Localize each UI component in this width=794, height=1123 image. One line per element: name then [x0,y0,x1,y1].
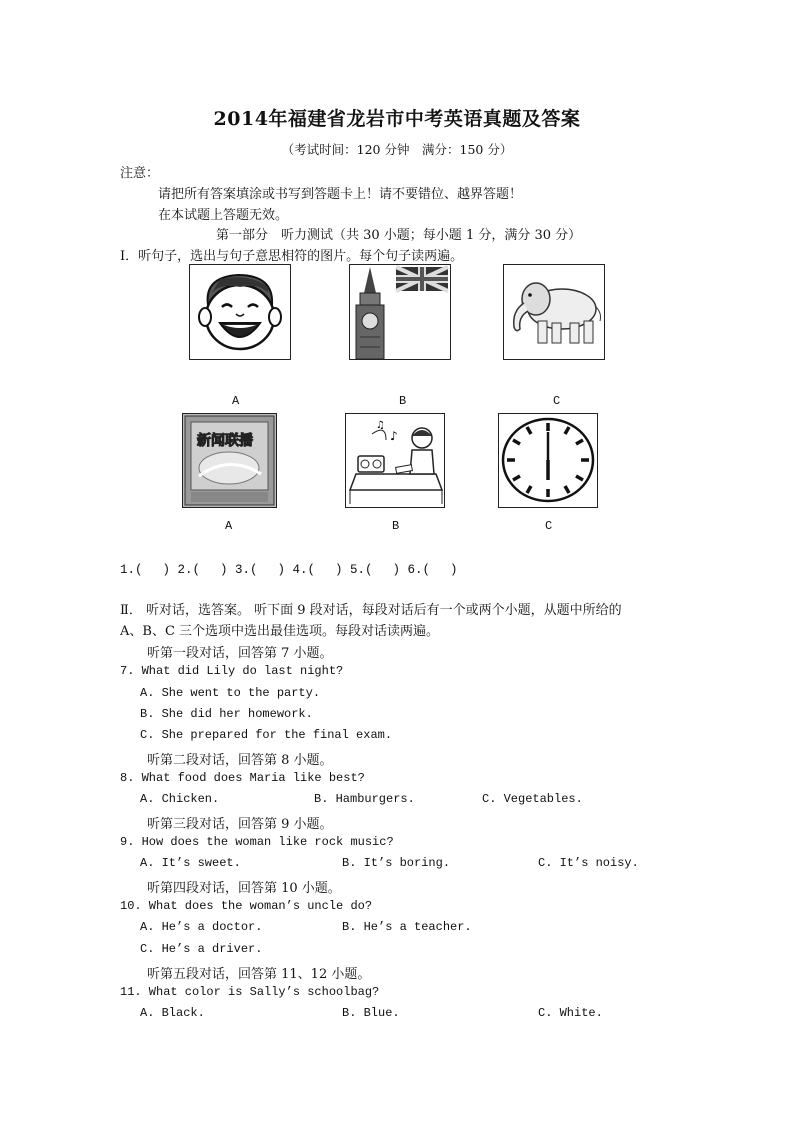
q10-option-b: B. He’s a teacher. [342,920,472,934]
picture-big-ben-flag [349,264,451,360]
q10-option-c: C. He’s a driver. [140,942,263,956]
q11-option-a: A. Black. [140,1006,205,1020]
notice-line-1: 请把所有答案填涂或书写到答题卡上！请不要错位、越界答题！ [158,187,523,202]
dialogue-intro-2: 听第二段对话，回答第 8 小题。 [147,753,333,768]
exam-info: （考试时间：120 分钟 满分：150 分） [281,142,513,157]
q11-option-b: B. Blue. [342,1006,400,1020]
picture-smiling-boy [189,264,291,360]
picture-tv-news [182,413,277,508]
answer-blanks-1-6: 1.( ) 2.( ) 3.( ) 4.( ) 5.( ) 6.( ) [120,563,458,577]
row1-label-a: A [232,394,240,408]
q9-option-a: A. It’s sweet. [140,856,241,870]
svg-text:♪: ♪ [390,429,398,443]
notice-heading: 注意： [120,166,160,181]
tv-icon [183,414,276,507]
dialogue-intro-1: 听第一段对话，回答第 7 小题。 [147,646,333,661]
q7-option-a: A. She went to the party. [140,686,321,700]
q8-option-b: B. Hamburgers. [314,792,415,806]
dialogue-intro-4: 听第四段对话，回答第 10 小题。 [147,881,341,896]
dialogue-intro-3: 听第三段对话，回答第 9 小题。 [147,817,333,832]
row1-label-c: C [553,394,561,408]
section2-instruction-line2: A、B、C 三个选项中选出最佳选项。每段对话读两遍。 [120,624,440,639]
row2-label-a: A [225,519,233,533]
row2-label-b: B [392,519,400,533]
q8-option-c: C. Vegetables. [482,792,583,806]
page-title: 2014年福建省龙岩市中考英语真题及答案 [213,108,581,130]
picture-elephant [503,264,605,360]
picture-clock [498,413,598,508]
clock-icon [499,414,597,507]
question-11: 11. What color is Sally’s schoolbag? [120,985,380,999]
dialogue-intro-5: 听第五段对话，回答第 11、12 小题。 [147,967,371,982]
notice-line-2: 在本试题上答题无效。 [158,208,289,223]
boy-radio-icon [346,414,444,507]
question-7: 7. What did Lily do last night? [120,664,344,678]
section2-instruction-line1: Ⅱ． 听对话，选答案。 听下面 9 段对话，每段对话后有一个或两个小题，从题中所给的 [120,603,622,618]
big-ben-icon [350,265,450,359]
q9-option-b: B. It’s boring. [342,856,451,870]
smiling-face-icon [190,265,290,359]
q8-option-a: A. Chicken. [140,792,220,806]
q10-option-a: A. He’s a doctor. [140,920,263,934]
section1-instruction: Ⅰ．听句子，选出与句子意思相符的图片。每个句子读两遍。 [120,249,464,264]
q7-option-c: C. She prepared for the final exam. [140,728,393,742]
elephant-icon [504,265,604,359]
uk-flag-icon [396,267,448,291]
question-8: 8. What food does Maria like best? [120,771,365,785]
part1-heading: 第一部分 听力测试（共 30 小题；每小题 1 分，满分 30 分） [216,228,582,243]
picture-boy-with-radio [345,413,445,508]
svg-text:♫: ♫ [376,420,385,431]
q7-option-b: B. She did her homework. [140,707,313,721]
tv-caption: 新闻联播 [197,433,253,449]
question-10: 10. What does the woman’s uncle do? [120,899,373,913]
q11-option-c: C. White. [538,1006,603,1020]
q9-option-c: C. It’s noisy. [538,856,639,870]
question-9: 9. How does the woman like rock music? [120,835,394,849]
row2-label-c: C [545,519,553,533]
row1-label-b: B [399,394,407,408]
